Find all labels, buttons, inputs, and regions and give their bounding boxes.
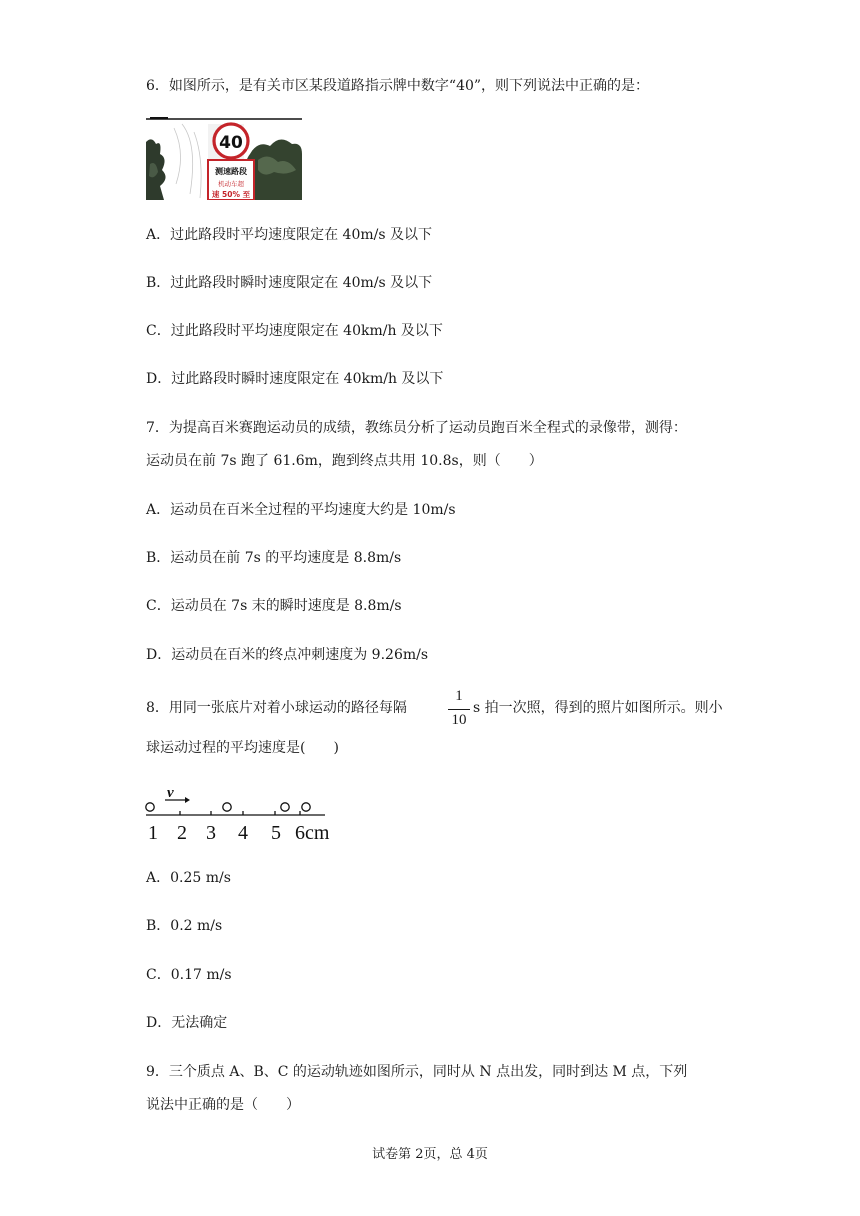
q7-option-d: D．运动员在百米的终点冲刺速度为 9.26m/s xyxy=(146,647,429,663)
ball-position-4 xyxy=(302,803,310,811)
q7-option-b: B．运动员在前 7s 的平均速度是 8.8m/s xyxy=(146,550,402,566)
sign-text-line2: 机动车超 xyxy=(218,180,244,188)
q7-stem-line1: 7．为提高百米赛跑运动员的成绩，教练员分析了运动员跑百米全程式的录像带，测得： xyxy=(146,420,687,436)
ball-position-3 xyxy=(281,803,289,811)
q8-option-b: B．0.2 m/s xyxy=(146,918,223,934)
q8-option-d: D．无法确定 xyxy=(146,1015,228,1031)
velocity-arrow-head xyxy=(185,797,190,803)
page-footer: 试卷第 2页，总 4页 xyxy=(372,1147,488,1162)
q6-stem: 6．如图所示，是有关市区某段道路指示牌中数字“40”，则下列说法中正确的是： xyxy=(146,78,650,94)
q7-option-c: C．运动员在 7s 末的瞬时速度是 8.8m/s xyxy=(146,598,402,614)
ball-position-2 xyxy=(223,803,231,811)
sign-speed-number: 40 xyxy=(219,133,243,153)
tick-label-4: 4 xyxy=(238,822,248,844)
q9-stem-line1: 9．三个质点 A、B、C 的运动轨迹如图所示，同时从 N 点出发，同时到达 M 点，下列 xyxy=(146,1064,688,1080)
sign-text-line3: 速 50% 至 xyxy=(211,190,251,199)
q6-option-a: A．过此路段时平均速度限定在 40m/s 及以下 xyxy=(146,227,433,243)
q7-stem-line2: 运动员在前 7s 跑了 61.6m，跑到终点共用 10.8s，则（ ） xyxy=(146,453,543,469)
q8-option-a: A．0.25 m/s xyxy=(146,870,231,886)
q6-option-d: D．过此路段时瞬时速度限定在 40km/h 及以下 xyxy=(146,371,444,387)
q9-stem-line2: 说法中正确的是（ ） xyxy=(146,1097,300,1113)
tick-label-1: 1 xyxy=(148,822,158,844)
tick-label-6: 6cm xyxy=(295,822,330,844)
tick-label-2: 2 xyxy=(177,822,187,844)
q6-option-c: C．过此路段时平均速度限定在 40km/h 及以下 xyxy=(146,323,443,339)
velocity-label: v xyxy=(167,786,174,801)
tick-label-3: 3 xyxy=(206,822,216,844)
q8-stem-before: 8．用同一张底片对着小球运动的路径每隔 xyxy=(146,700,407,716)
q8-stem-after: s 拍一次照，得到的照片如图所示。则小 xyxy=(473,700,723,716)
ball-position-1 xyxy=(146,803,154,811)
speed-limit-sign-photo xyxy=(146,114,302,200)
fraction-bar xyxy=(448,709,470,710)
ball-motion-figure xyxy=(140,786,345,846)
q8-option-c: C．0.17 m/s xyxy=(146,967,232,983)
q8-stem-line2: 球运动过程的平均速度是( ) xyxy=(146,740,339,756)
q7-option-a: A．运动员在百米全过程的平均速度大约是 10m/s xyxy=(146,502,456,518)
time-interval-fraction xyxy=(447,687,471,733)
q6-option-b: B．过此路段时瞬时速度限定在 40m/s 及以下 xyxy=(146,275,433,291)
fraction-numerator: 1 xyxy=(455,688,463,704)
tick-label-5: 5 xyxy=(271,822,281,844)
fraction-denominator: 10 xyxy=(451,712,467,728)
sign-text-line1: 测速路段 xyxy=(215,167,247,176)
